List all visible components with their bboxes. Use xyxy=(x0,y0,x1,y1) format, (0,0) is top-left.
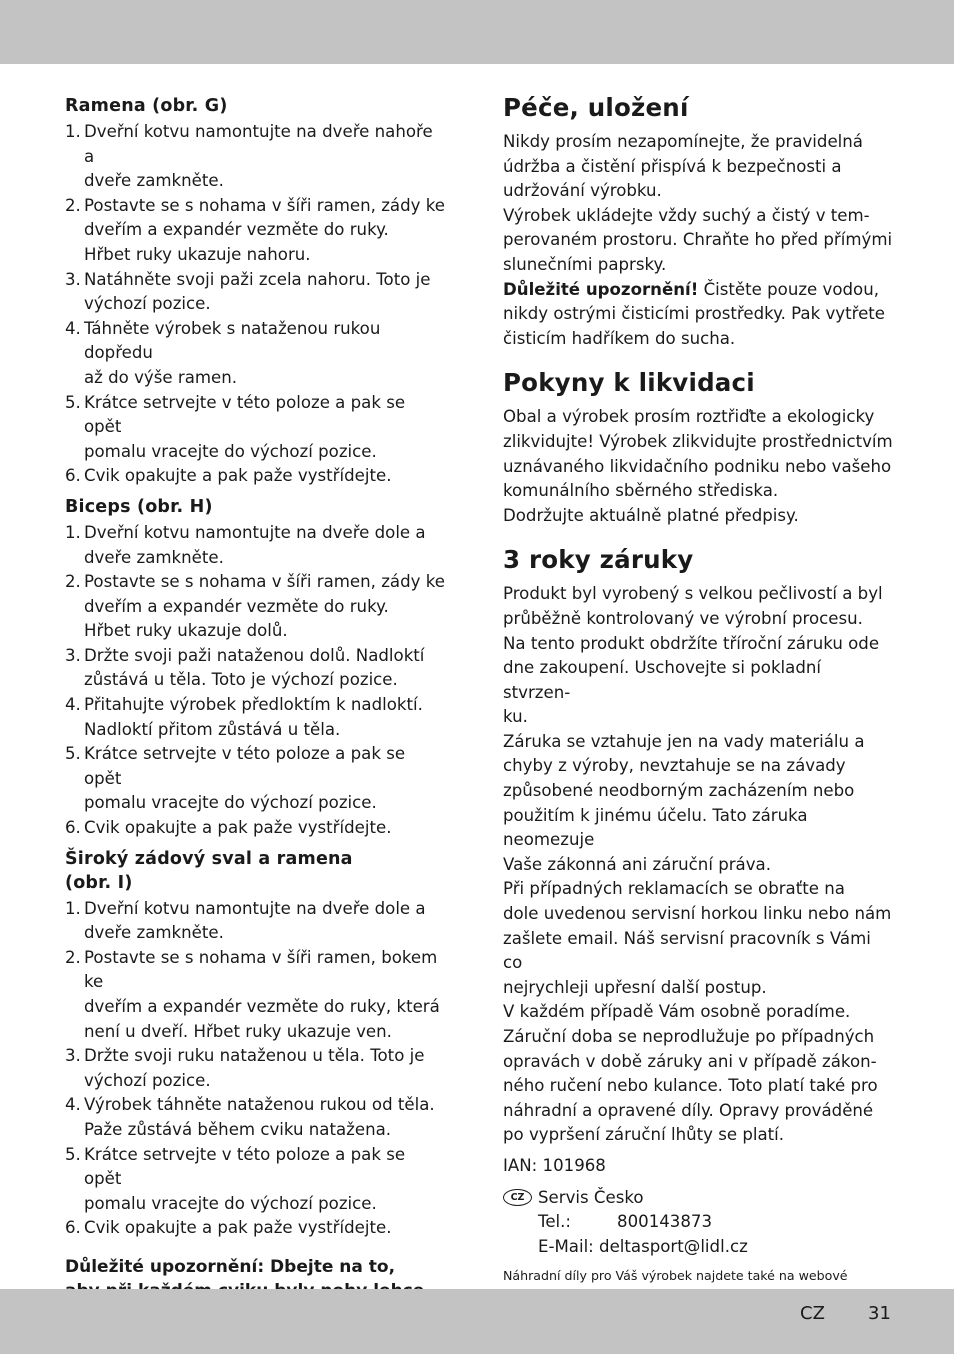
section-title: Péče, uložení xyxy=(503,93,689,122)
ian-number: IAN: 101968 xyxy=(503,1155,606,1175)
list-item: 1. Dveřní kotvu namontujte na dveře nahoře a dveře zamkněte. xyxy=(65,122,433,191)
left-column xyxy=(65,94,445,1328)
steps-list xyxy=(65,897,445,1241)
warranty-text: Produkt byl vyrobený s velkou pečlivostí a byl průběžně kontrolovaný ve výrobní procesu. Na tento produkt obdržíte tříroční záruku ode dne zakoupení. Uschovejte si pokladní stvrzen- ku. Záruka se vztahuje jen na vady materiálu a chyby z výroby, nevztahuje se na závady způsobené neodborným zacházením nebo použitím k jinému účelu. Tato záruka neomezuje Vaše zákonná ani záruční práva. Při případných reklamacích se obraťte na dole uvedenou servisní horkou linku nebo nám zašlete email. Náš servisní pracovník s Vámi co nejrychleji upřesní další postup. V každém případě Vám osobně poradíme. Záruční doba se neprodlužuje po případných opravách v době záruky ani v případě zákon- ného ručení nebo kulance. Toto platí také pro náhradní a opravené díly. Opravy prováděné po vypršení záruční lhůty se platí. xyxy=(503,584,892,1145)
list-item: 5. Krátce setrvejte v této poloze a pak se opět pomalu vracejte do výchozí pozice. xyxy=(65,744,406,813)
country-badge-icon: CZ xyxy=(503,1189,532,1206)
list-item: 4. Přitahujte výrobek předloktím k nadloktí. Nadloktí přitom zůstává u těla. xyxy=(65,695,423,739)
service-email[interactable]: E-Mail: deltasport@lidl.cz xyxy=(538,1236,748,1256)
section-title: Ramena (obr. G) xyxy=(65,96,228,116)
list-item: 6. Cvik opakujte a pak paže vystřídejte. xyxy=(65,466,392,486)
list-item: 2. Postavte se s nohama v šíři ramen, zády ke dveřím a expandér vezměte do ruky. Hřbet ruky ukazuje nahoru. xyxy=(65,195,445,264)
spare-parts-note: Náhradní díly pro Váš výrobek najdete také na webové xyxy=(503,1268,848,1284)
list-item: 5. Krátce setrvejte v této poloze a pak se opět pomalu vracejte do výchozí pozice. xyxy=(65,392,406,461)
list-item: 5. Krátce setrvejte v této poloze a pak se opět pomalu vracejte do výchozí pozice. xyxy=(65,1144,406,1213)
service-contact xyxy=(503,1186,893,1260)
care-text: Nikdy prosím nezapomínejte, že pravidelná údržba a čistění přispívá k bezpečnosti a udržování výrobku. Výrobek ukládejte vždy suchý a čistý v tem- perovaném prostoru. Chraňte ho před přímými slunečními paprsky. Důležité upozornění! Čistěte pouze vodou, nikdy ostrými čisticími prostředky. Pak vytřete čisticím hadříkem do sucha. xyxy=(503,132,893,348)
section-title: 3 roky záruky xyxy=(503,545,694,575)
section-back-shoulders xyxy=(65,847,445,1241)
disposal-text: Obal a výrobek prosím roztřiďte a ekologicky zlikvidujte! Výrobek zlikvidujte prostřednictvím uznávaného likvidačního podniku nebo vašeho komunálního sběrného střediska. Dodržujte aktuálně platné předpisy. xyxy=(503,407,893,525)
footer-language: CZ xyxy=(800,1303,825,1324)
section-title: Široký zádový sval a ramena (obr. I) xyxy=(65,848,353,893)
page-number: 31 xyxy=(868,1303,891,1324)
section-disposal xyxy=(503,367,893,528)
section-biceps xyxy=(65,495,445,841)
list-item: 4. Výrobek táhněte nataženou rukou od těla. Paže zůstává během cviku natažena. xyxy=(65,1095,435,1139)
list-item: 4. Táhněte výrobek s nataženou rukou dopředu až do výše ramen. xyxy=(65,318,381,387)
list-item: 3. Natáhněte svoji paži zcela nahoru. Toto je výchozí pozice. xyxy=(65,269,431,314)
phone-link[interactable]: 800143873 xyxy=(617,1212,713,1232)
section-title: Biceps (obr. H) xyxy=(65,496,213,517)
right-column xyxy=(503,92,893,1325)
list-item: 2. Postavte se s nohama v šíři ramen, zády ke dveřím a expandér vezměte do ruky. Hřbet ruky ukazuje dolů. xyxy=(65,572,445,641)
section-shoulders xyxy=(65,94,445,489)
list-item: 6. Cvik opakujte a pak paže vystřídejte. xyxy=(65,818,392,838)
list-item: 3. Držte svoji paži nataženou dolů. Nadloktí zůstává u těla. Toto je výchozí pozice. xyxy=(65,645,425,690)
list-item: 3. Držte svoji ruku nataženou u těla. Toto je výchozí pozice. xyxy=(65,1046,425,1090)
important-note: Důležité upozornění: Dbejte na to, xyxy=(65,1256,396,1277)
section-title: Pokyny k likvidaci xyxy=(503,368,755,398)
steps-list xyxy=(65,521,445,841)
care-note-label: Důležité upozornění! xyxy=(503,279,699,299)
list-item: 1. Dveřní kotvu namontujte na dveře dole a dveře zamkněte. xyxy=(65,898,426,943)
section-warranty xyxy=(503,544,893,1148)
service-name: Servis Česko xyxy=(538,1187,644,1207)
header-bar xyxy=(0,0,954,64)
list-item: 1. Dveřní kotvu namontujte na dveře dole a dveře zamkněte. xyxy=(65,522,426,567)
service-tel: Tel.: 800143873 xyxy=(503,1210,893,1235)
list-item: 6. Cvik opakujte a pak paže vystřídejte. xyxy=(65,1218,392,1238)
list-item: 2. Postavte se s nohama v šíři ramen, bokem ke dveřím a expandér vezměte do ruky, která není u dveří. Hřbet ruky ukazuje ven. xyxy=(65,947,440,1041)
section-care xyxy=(503,92,893,351)
steps-list xyxy=(65,120,445,489)
